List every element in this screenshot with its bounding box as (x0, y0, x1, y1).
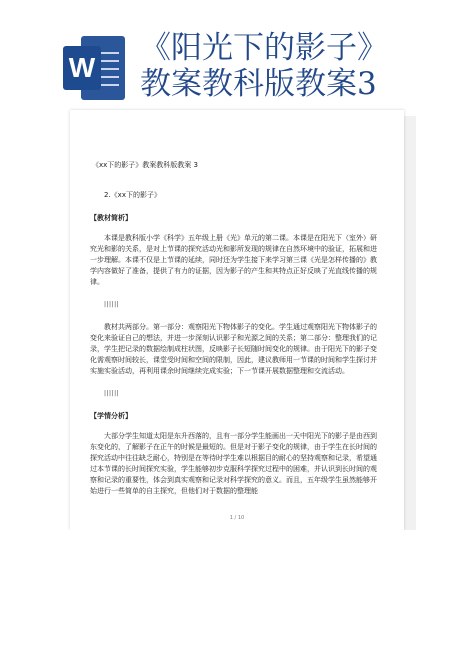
page-number: 1 / 10 (229, 515, 245, 521)
page-bottom-cover (0, 530, 474, 669)
section-heading-students: 【学情分析】 (90, 412, 132, 420)
word-doc-letter: W (63, 46, 101, 90)
document-body (90, 160, 382, 508)
banner-title-line1: 《阳光下的影子》 (140, 30, 388, 66)
word-doc-icon (63, 36, 125, 100)
section-heading-textbook: 【教材简析】 (90, 214, 132, 222)
section-mark: |||||| (104, 390, 120, 397)
banner-title (140, 30, 470, 102)
paragraph: 本课是教科版小学《科学》五年级上册《光》单元的第二课。本课是在阳光下（室外）研究光和影的关系，是对上节课的探究活动光和影所发现的规律在自然环境中的验证，拓展和进一步理解。本课不仅是上节课的延续，同时还为学生接下来学习第三课《光是怎样传播的》教学内容做好了准备，提供了有力的证据，因为影子的产生和其特点正好反映了光直线传播的规律。 (90, 234, 377, 286)
paragraph: 大部分学生知道太阳是东升西落的，且有一部分学生能画出一天中阳光下的影子是由西到东变化的，了解影子在正午的时候是最短的。但是对于影子变化的规律，由于学生在长时间的探究活动中往往缺乏耐心，特别是在等待时学生难以根据目的耐心的坚持观察和记录，希望通过本节课的长时间探究实验，学生能够初步克服科学探究过程中的困难，并认识到长时间的观察和记录的重要性，体会到真实观察和记录对科学探究的意义。而且，五年级学生虽然能够开始进行一些简单的自主探究，但他们对于数据的整理能 (90, 432, 377, 495)
banner-title-line2: 教案教科版教案3 (140, 66, 377, 102)
banner-header (0, 0, 474, 112)
document-subtitle: 2.《xx下的影子》 (104, 191, 161, 199)
section-mark: |||||| (104, 301, 120, 308)
paragraph: 教材共两部分。第一部分：观察阳光下物体影子的变化。学生通过观察阳光下物体影子的变化来验证自己的想法，并进一步深刻认识影子和光源之间的关系；第二部分：整理我们的记录，学生把记录的数据绘制成柱状图，反映影子长短随时间变化的规律。由于阳光下的影子变化需观察时间较长，课堂受时间和空间的限制，因此，建议教师用一节课的时间和学生探讨并实施实验活动，再利用课余时间继续完成实验；下一节课开展数据整理和交流活动。 (90, 323, 377, 375)
document-title: 《xx下的影子》教案教科版教案 3 (92, 161, 198, 169)
document-preview (70, 110, 410, 530)
document-page (70, 110, 404, 530)
